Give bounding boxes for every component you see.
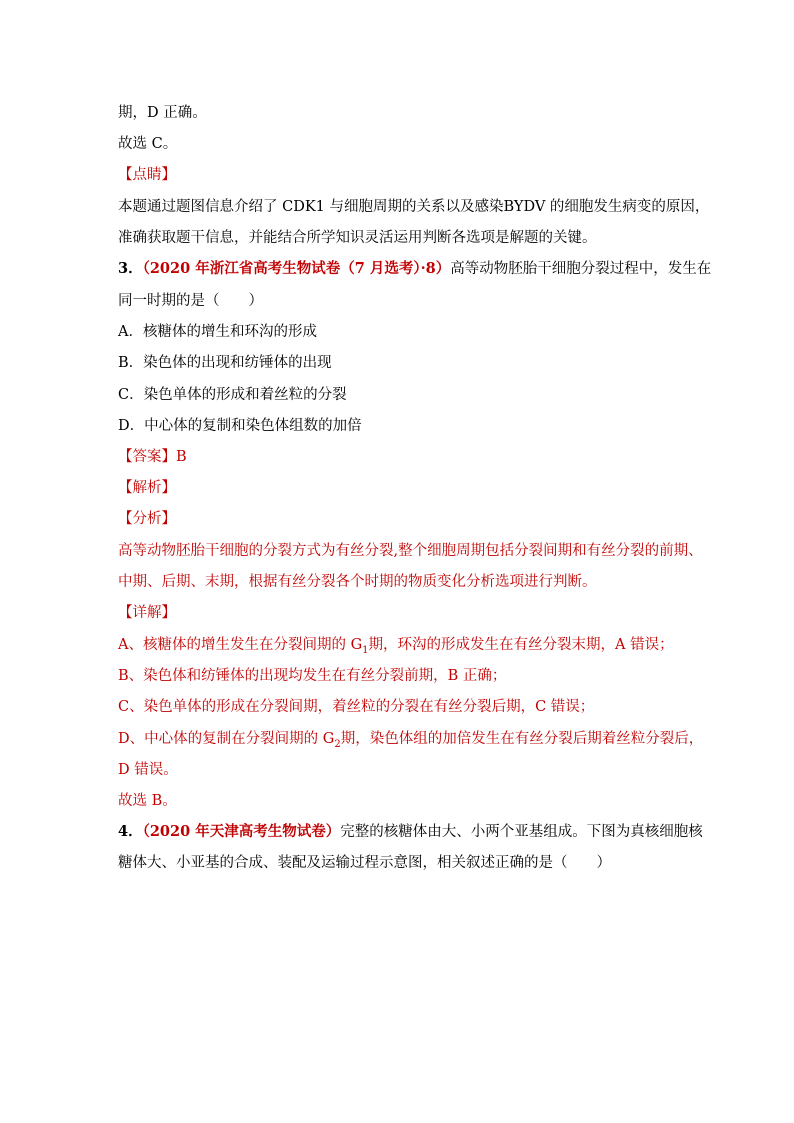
answer-line bbox=[118, 447, 187, 467]
detail-d-text: D、中心体的复制在分裂间期的 G bbox=[118, 731, 335, 747]
analysis-heading: 【解析】 bbox=[118, 480, 176, 496]
question-4-number: 4． bbox=[118, 823, 143, 840]
question-4-stem bbox=[118, 822, 703, 842]
question-3-stem-line-2: 同一时期的是（ ） bbox=[118, 293, 263, 309]
question-3-number: 3． bbox=[118, 260, 143, 277]
detail-a-text-end: 期，环沟的形成发生在有丝分裂末期，A 错误； bbox=[368, 637, 674, 653]
question-3-stem bbox=[118, 259, 711, 279]
comment-heading: 【点睛】 bbox=[118, 167, 176, 183]
prev-choice: 故选 C。 bbox=[118, 136, 178, 152]
option-d: D．中心体的复制和染色体组数的加倍 bbox=[118, 418, 362, 434]
detail-d-subscript: 2 bbox=[334, 738, 341, 750]
comment-line-1: 本题通过题图信息介绍了 CDK1 与细胞周期的关系以及感染BYDV 的细胞发生病变的原因， bbox=[118, 199, 710, 215]
detail-a bbox=[118, 635, 674, 661]
question-3-source: （2020 年浙江省高考生物试卷（7 月选考）·8） bbox=[142, 260, 451, 277]
answer-value: B bbox=[176, 449, 187, 465]
detail-a-text: A、核糖体的增生发生在分裂间期的 G bbox=[118, 637, 363, 653]
question-4-stem-text: 完整的核糖体由大、小两个亚基组成。下图为真核细胞核 bbox=[340, 824, 703, 840]
option-b: B．染色体的出现和纺锤体的出现 bbox=[118, 355, 332, 371]
detail-b: B、染色体和纺锤体的出现均发生在有丝分裂前期，B 正确； bbox=[118, 668, 507, 684]
prev-answer-end: 期，D 正确。 bbox=[118, 105, 207, 121]
detail-a-subscript: 1 bbox=[362, 644, 369, 656]
fenxi-line-1: 高等动物胚胎干细胞的分裂方式为有丝分裂,整个细胞周期包括分裂间期和有丝分裂的前期、 bbox=[118, 543, 703, 559]
answer-label: 【答案】 bbox=[118, 449, 176, 465]
option-c: C．染色单体的形成和着丝粒的分裂 bbox=[118, 387, 347, 403]
detail-heading: 【详解】 bbox=[118, 605, 176, 621]
fenxi-line-2: 中期、后期、末期，根据有丝分裂各个时期的物质变化分析选项进行判断。 bbox=[118, 574, 597, 590]
comment-line-2: 准确获取题干信息，并能结合所学知识灵活运用判断各选项是解题的关键。 bbox=[118, 230, 597, 246]
question-3-choice: 故选 B。 bbox=[118, 793, 177, 809]
question-4-source: （2020 年天津高考生物试卷） bbox=[142, 823, 341, 840]
detail-c: C、染色单体的形成在分裂间期，着丝粒的分裂在有丝分裂后期，C 错误； bbox=[118, 699, 595, 715]
fenxi-heading: 【分析】 bbox=[118, 511, 176, 527]
option-a: A．核糖体的增生和环沟的形成 bbox=[118, 324, 317, 340]
detail-d-text-end: 期，染色体组的加倍发生在有丝分裂后期着丝粒分裂后， bbox=[340, 731, 704, 747]
detail-d bbox=[118, 729, 703, 755]
detail-d-line-2: D 错误。 bbox=[118, 762, 178, 778]
question-4-stem-line-2: 糖体大、小亚基的合成、装配及运输过程示意图，相关叙述正确的是（ ） bbox=[118, 855, 611, 871]
question-3-stem-text: 高等动物胚胎干细胞分裂过程中，发生在 bbox=[450, 261, 712, 277]
